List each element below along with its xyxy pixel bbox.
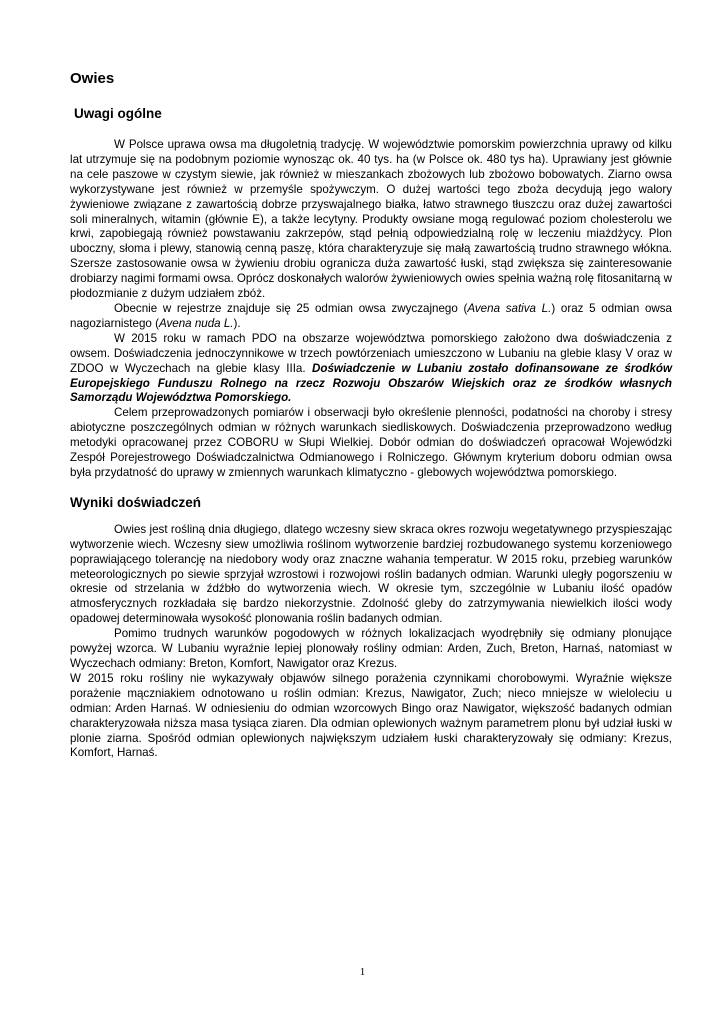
section-heading-general: Uwagi ogólne [74, 106, 162, 121]
page-title: Owies [70, 70, 115, 87]
funding-note: Doświadczenie w Lubaniu zostało dofinansowane ze środków Europejskiego Funduszu Rolnego na rzecz Rozwoju Obszarów Wiejskich oraz ze środków własnych Samorządu Województwa Pomorskiego. [70, 361, 672, 405]
paragraph-results-disease: W 2015 roku rośliny nie wykazywały objawów silnego porażenia czynnikami chorobowymi. Wyraźnie większe porażenie mączniakiem odnotowano u roślin odmian: Krezus, Nawigator, Zuch; nieco mniejsze w wieloleciu u odmian: Arden Harnaś. W odniesieniu do odmian wzorcowych Bingo oraz Nawigator, większość badanych odmian charakteryzowała niższa masa tysiąca ziaren. Dla odmian oplewionych ważnym parametrem plonu był udział łuski w plonie ziarna. Spośród odmian oplewionych największym udziałem łuski charakteryzowały się odmiany: Krezus, Komfort, Harnaś. [70, 671, 672, 760]
page-number: 1 [359, 966, 366, 978]
paragraph-experiments [70, 332, 672, 407]
text-fragment: ). [233, 316, 241, 330]
paragraph-methodology: Celem przeprowadzonych pomiarów i obserwacji było określenie plenności, podatności na choroby i stresy abiotyczne poszczególnych odmian w różnych warunkach siedliskowych. Doświadczenia przeprowadzono według metodyki opracowanej przez COBORU w Słupi Wielkiej. Dobór odmian do doświadczeń opracował Wojewódzki Zespół Porejestrowego Doświadczalnictwa Odmianowego i Rolniczego. Głównym kryterium doboru odmian owsa była przydatność do uprawy w zmiennych warunkach klimatyczno - glebowych województwa pomorskiego. [70, 406, 672, 479]
paragraph-register [70, 302, 672, 332]
latin-name: Avena nuda L. [158, 316, 234, 330]
document-body [70, 70, 672, 761]
text-fragment: ) oraz 5 odmian owsa nagoziarnistego ( [70, 301, 673, 330]
paragraph-results-weather: Owies jest rośliną dnia długiego, dlatego wczesny siew skraca okres rozwoju wegetatywnego przyspieszając wytworzenie wiech. Wczesny siew umożliwia roślinom wytworzenie bardziej rozbudowanego systemu korzeniowego poprawiającego tolerancję na niedobory wody oraz znaczne wahania temperatur. W 2015 roku, przebieg warunków meteorologicznych po siewie sprzyjał wzrostowi i rozwojowi roślin badanych odmian. Warunki uległy pogorszeniu w okresie od strzelania w źdźbło do wytworzenia wiech. W okresie tym, szczególnie w Lubaniu ilość opadów atmosferycznych rozkładała się bardzo niekorzystnie. Zdolność gleby do zatrzymywania niewielkich ilości wody opadowej determinowała wysokość plonowania roślin badanych odmian. [70, 522, 672, 626]
paragraph-intro: W Polsce uprawa owsa ma długoletnią tradycję. W województwie pomorskim powierzchnia uprawy od kilku lat utrzymuje się na podobnym poziomie wynosząc ok. 40 tys. ha (w Polsce ok. 480 tys ha). Uprawiany jest głównie na cele paszowe w czystym siewie, jak również w mieszankach zbożowych lub zbożowo bobowatych. Ziarno owsa wykorzystywane jest również w przemyśle spożywczym. O dużej wartości tego zboża decydują jego walory żywieniowe związane z zawartością dobrze przyswajalnego białka, łatwo strawnego tłuszczu oraz dużej zawartości soli mineralnych, witamin (głównie E), a także lecytyny. Produkty owsiane mogą regulować poziom cholesterolu we krwi, zapobiegają również powstawaniu zakrzepów, stąd pełnią odpowiedzialną rolę w leczeniu miażdżycy. Plon uboczny, słoma i plewy, stanowią cenną paszę, która charakteryzuje się małą zawartością trudno strawnego włókna. Szersze zastosowanie owsa w żywieniu drobiu ogranicza duża zawartość łuski, stąd zwiększa się zainteresowanie drobiarzy nagimi formami owsa. Oprócz doskonałych walorów żywieniowych owies spełnia ważną rolę fitosanitarną w płodozmianie z dużym udziałem zbóż. [70, 138, 672, 301]
paragraph-results-yield: Pomimo trudnych warunków pogodowych w różnych lokalizacjach wyodrębniły się odmiany plonujące powyżej wzorca. W Lubaniu wyraźnie lepiej plonowały rośliny odmian: Arden, Zuch, Breton, Harnaś, natomiast w Wyczechach odmiany: Breton, Komfort, Nawigator oraz Krezus. [70, 627, 672, 670]
text-fragment: Obecnie w rejestrze znajduje się 25 odmian owsa zwyczajnego ( [114, 301, 468, 315]
latin-name: Avena sativa L. [467, 301, 552, 315]
section-heading-results: Wyniki doświadczeń [70, 494, 202, 510]
text-fragment: W 2015 roku w ramach PDO na obszarze województwa pomorskiego założono dwa doświadczenia z owsem. Doświadczenia jednoczynnikowe w trzech powtórzeniach umieszczono w Lubaniu na glebie klasy V oraz w ZDOO w Wyczechach na glebie klasy IIIa. [70, 331, 672, 375]
